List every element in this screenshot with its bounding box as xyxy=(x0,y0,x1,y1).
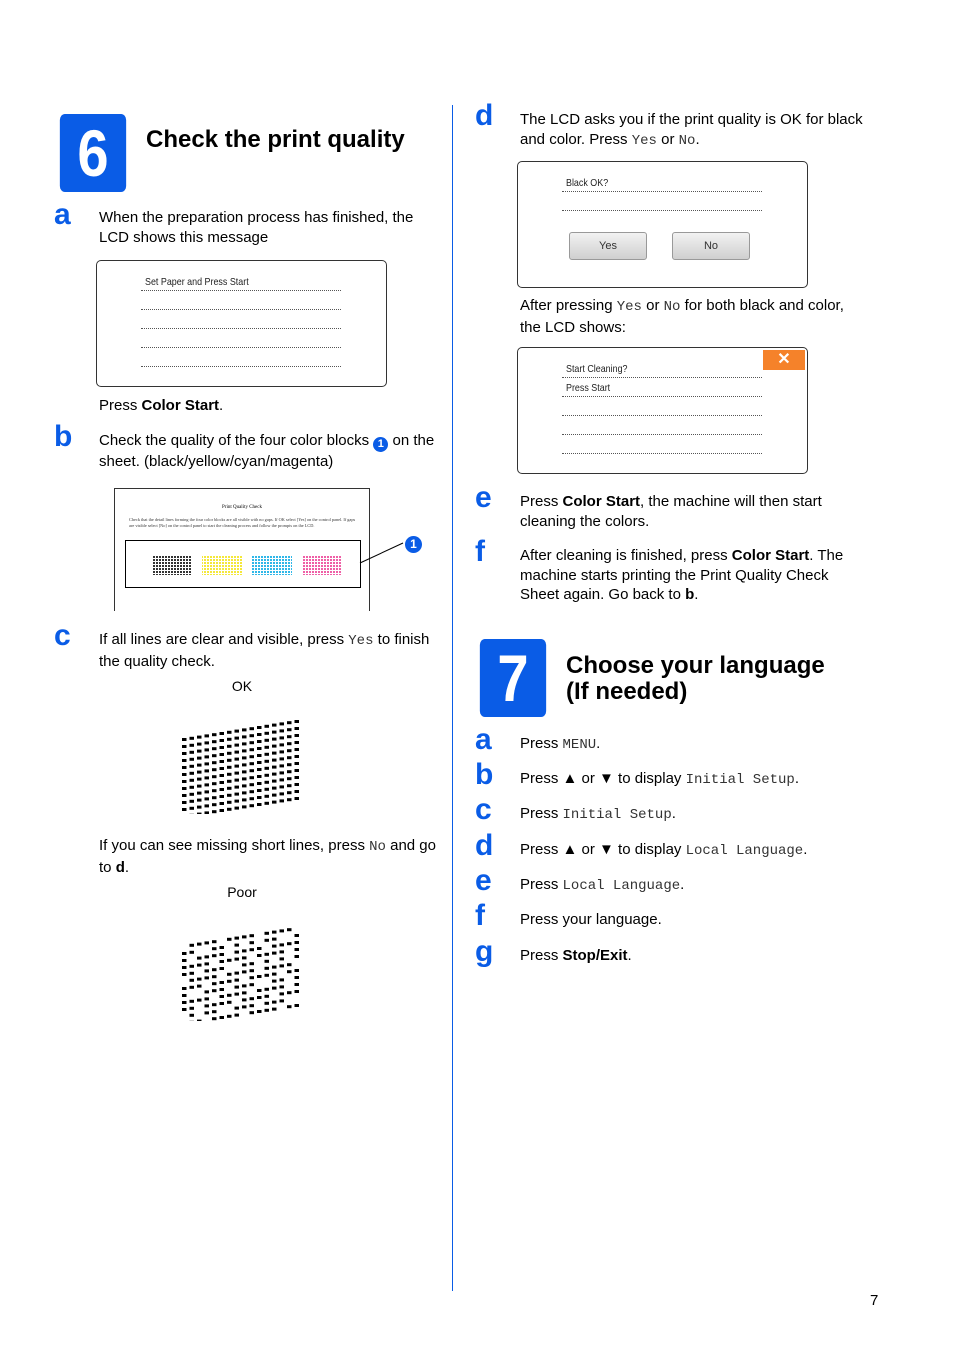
lcd-screen-black-ok xyxy=(517,161,808,288)
step-f-text xyxy=(520,546,865,605)
lcd-divider xyxy=(562,453,762,454)
lcd-line-text: Set Paper and Press Start xyxy=(145,276,249,288)
after-mid: or xyxy=(641,297,664,314)
step7-text-d xyxy=(520,840,865,862)
step-f-suffix: . The machine starts printing the Print Quality Check Sheet again. Go back to xyxy=(520,547,844,603)
step-e-suffix: , the machine will then start cleaning the colors. xyxy=(520,493,822,530)
step-b-text xyxy=(99,431,439,472)
step-d-prefix: The LCD asks you if the print quality is OK for black and color. Press xyxy=(520,111,863,148)
color-blocks xyxy=(126,541,360,587)
black-block xyxy=(152,555,192,575)
step7-suffix: . xyxy=(671,805,676,822)
step-6-number: 6 xyxy=(77,116,109,190)
step7-prefix: Press your language. xyxy=(520,911,662,928)
step-e-prefix: Press xyxy=(520,493,563,510)
step7-code: Initial Setup xyxy=(562,807,672,823)
step-d-mid: or xyxy=(656,130,679,148)
step-letter-a: a xyxy=(54,198,71,231)
step-letter-c: c xyxy=(54,619,71,652)
poor-pattern xyxy=(178,925,304,1021)
stop-exit-label: Stop/Exit xyxy=(562,947,628,964)
lcd-divider xyxy=(562,396,762,397)
after-suffix: for both black and color, the LCD shows: xyxy=(520,297,844,336)
section-title-7-line2: (If needed) xyxy=(566,678,688,705)
lcd-divider xyxy=(141,366,341,367)
step-letter-d: d xyxy=(475,99,494,132)
lcd-screen-set-paper xyxy=(96,260,387,387)
sheet-instructions: Check that the detail lines forming the four color blocks are all visible with no gaps. If OK select [Yes] on the control panel. If gaps are visible select [No] on the control panel to start the cleaning process and follow the prompts on the LCD. xyxy=(129,517,356,528)
step-7-badge xyxy=(480,639,546,717)
step-c-text xyxy=(99,630,439,671)
color-blocks-frame xyxy=(125,540,361,588)
step7-suffix: . xyxy=(627,947,632,964)
missing-suffix: . xyxy=(124,858,130,876)
section-title-6: Check the print quality xyxy=(146,126,405,153)
close-icon[interactable]: ✕ xyxy=(763,350,805,370)
step-letter-f: f xyxy=(475,535,485,568)
step-6-badge xyxy=(60,114,126,192)
step7-prefix: Press xyxy=(520,876,563,893)
ok-label: OK xyxy=(231,678,253,694)
step7-suffix: . xyxy=(596,735,601,752)
step7-letter-c: c xyxy=(475,793,492,826)
step-c-prefix: If all lines are clear and visible, press xyxy=(99,631,349,648)
ok-pattern xyxy=(178,718,304,814)
step-f-suffix2: . xyxy=(694,586,699,603)
step-e-text xyxy=(520,492,865,531)
lcd-no-button[interactable]: No xyxy=(672,232,750,260)
lcd-black-ok-text: Black OK? xyxy=(566,177,609,189)
yes-code: Yes xyxy=(631,132,657,149)
step-7-number: 7 xyxy=(497,641,529,715)
step7-code: Initial Setup xyxy=(685,772,795,788)
step7-letter-d: d xyxy=(475,829,494,862)
color-start-label: Color Start xyxy=(731,547,810,564)
missing-prefix: If you can see missing short lines, press xyxy=(99,837,370,854)
yes-code: Yes xyxy=(616,299,642,315)
yes-code: Yes xyxy=(348,633,374,649)
cyan-block xyxy=(252,555,292,575)
step7-prefix: Press xyxy=(520,805,563,822)
lcd-divider xyxy=(562,210,762,211)
step-b-text-before: Check the quality of the four color blocks xyxy=(99,432,374,449)
print-quality-sheet xyxy=(114,488,370,611)
step7-letter-b: b xyxy=(475,758,494,791)
lcd-divider xyxy=(562,415,762,416)
step7-letter-g: g xyxy=(475,935,494,968)
step7-letter-f: f xyxy=(475,899,485,932)
no-code: No xyxy=(678,132,696,149)
step7-text-c xyxy=(520,804,865,826)
step7-letter-a: a xyxy=(475,723,492,756)
lcd-yes-button[interactable]: Yes xyxy=(569,232,647,260)
step-c-suffix: to finish the quality check. xyxy=(99,631,430,670)
yellow-block xyxy=(202,555,242,575)
color-start-label: Color Start xyxy=(562,493,641,510)
lcd-screen-start-cleaning xyxy=(517,347,808,474)
lcd-divider xyxy=(141,309,341,310)
color-start-label: Color Start xyxy=(141,397,220,414)
step-a-after-suffix: . xyxy=(219,397,224,414)
missing-mid: and go to xyxy=(99,837,436,876)
step7-suffix: . xyxy=(680,876,685,893)
step-d-text xyxy=(520,110,865,151)
lcd-cleaning-text: Start Cleaning? xyxy=(566,363,628,375)
no-code: No xyxy=(369,839,386,855)
step7-text-g xyxy=(520,946,865,966)
step7-prefix: Press ▲ or ▼ to display xyxy=(520,841,686,858)
step7-letter-e: e xyxy=(475,864,492,897)
step7-text-f xyxy=(520,910,865,930)
step7-text-a xyxy=(520,734,865,756)
callout-1-icon: 1 xyxy=(373,437,388,452)
step-a-text: When the preparation process has finished, the LCD shows this message xyxy=(99,209,414,246)
missing-goto-letter: d xyxy=(115,858,125,876)
step7-text-b xyxy=(520,769,865,791)
lcd-divider xyxy=(562,434,762,435)
after-prefix: After pressing xyxy=(520,297,617,314)
step7-suffix: . xyxy=(794,770,799,787)
step7-code: Local Language xyxy=(685,843,804,859)
step7-prefix: Press xyxy=(520,735,563,752)
step-d-suffix: . xyxy=(695,130,700,148)
column-divider xyxy=(452,105,453,1291)
step7-code: Local Language xyxy=(562,878,681,894)
lcd-divider xyxy=(141,347,341,348)
step-a-after-prefix: Press xyxy=(99,397,142,414)
sheet-title: Print Quality Check xyxy=(222,505,262,510)
step7-suffix: . xyxy=(803,841,808,858)
lcd-divider xyxy=(141,290,341,291)
step-f-prefix: After cleaning is finished, press xyxy=(520,547,732,564)
magenta-block xyxy=(302,555,342,575)
step-letter-b: b xyxy=(54,420,73,453)
lcd-divider xyxy=(562,377,762,378)
step7-text-e xyxy=(520,875,865,897)
step-b-text-after: on the sheet. (black/yellow/cyan/magenta) xyxy=(99,432,435,470)
lcd-divider xyxy=(141,328,341,329)
page-number: 7 xyxy=(870,1292,879,1309)
poor-label: Poor xyxy=(227,884,257,900)
step-d-after xyxy=(520,296,865,337)
no-code: No xyxy=(663,299,681,315)
step-c-missing xyxy=(99,836,439,877)
lcd-press-start-text: Press Start xyxy=(566,382,611,394)
section-title-7-line1: Choose your language xyxy=(566,652,825,679)
step-letter-e: e xyxy=(475,481,492,514)
section-title-7 xyxy=(566,653,825,705)
step7-prefix: Press xyxy=(520,947,563,964)
lcd-divider xyxy=(562,191,762,192)
step7-prefix: Press ▲ or ▼ to display xyxy=(520,770,686,787)
step7-code: MENU xyxy=(562,737,597,753)
step-a-after xyxy=(99,396,223,416)
callout-1-marker: 1 xyxy=(405,536,422,553)
goto-letter-b: b xyxy=(685,586,695,603)
